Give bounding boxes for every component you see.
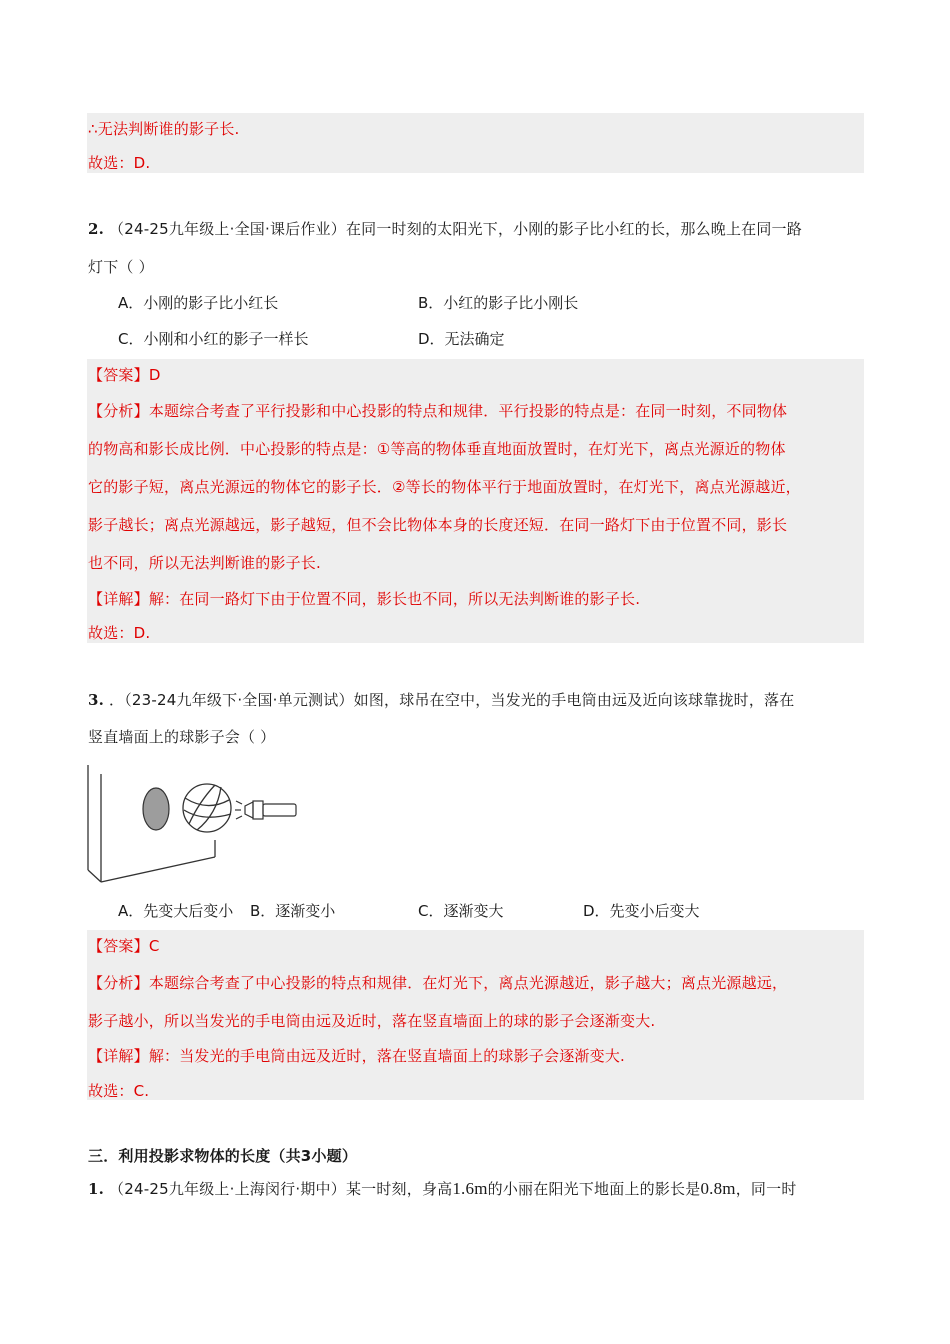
q3-option-c: C．逐渐变大 xyxy=(418,902,504,920)
s3q1-math-height: 1.6m xyxy=(452,1179,488,1198)
q3-analysis-line2: 影子越小，所以当发光的手电筒由远及近时，落在竖直墙面上的球的影子会逐渐变大. xyxy=(88,1012,656,1030)
q2-analysis-tag: 【分析】 xyxy=(88,402,149,420)
q3-stem-line2: 竖直墙面上的球影子会（ ） xyxy=(88,728,276,746)
q2-choice-line: 故选：D. xyxy=(88,624,151,642)
q3-analysis-text1: 本题综合考查了中心投影的特点和规律．在灯光下，离点光源越近，影子越大；离点光源越远， xyxy=(148,974,788,992)
top-conclusion-line: ∴无法判断谁的影子长. xyxy=(88,120,240,138)
q3-option-d: D．先变小后变大 xyxy=(583,902,700,920)
q3-detail-text: 解：当发光的手电筒由远及近时，落在竖直墙面上的球影子会逐渐变大. xyxy=(148,1047,625,1065)
s3q1-number: 1. xyxy=(88,1180,105,1198)
q2-number: 2. xyxy=(88,220,105,238)
ball-shadow xyxy=(143,788,169,830)
q3-stem-line1 xyxy=(88,689,794,710)
q2-answer-value: D xyxy=(148,366,161,384)
s3q1-text-part3: ，同一时 xyxy=(735,1180,797,1198)
top-choice-line: 故选：D. xyxy=(88,154,151,172)
q3-answer-line xyxy=(88,935,160,956)
basketball-drawing xyxy=(183,784,231,832)
q3-answer-tag: 【答案】 xyxy=(88,937,149,955)
s3q1-text-part1: （24-25九年级上·上海闵行·期中）某一时刻，身高 xyxy=(109,1180,453,1198)
q2-answer-tag: 【答案】 xyxy=(88,366,149,384)
q3-stem-text1: ．（23-24九年级下·全国·单元测试）如图，球吊在空中，当发光的手电筒由远及近向该球靠拢时，落在 xyxy=(109,691,795,709)
q2-option-d: D．无法确定 xyxy=(418,330,505,348)
s3q1-stem-line1 xyxy=(88,1178,797,1199)
q2-analysis-text1: 本题综合考查了平行投影和中心投影的特点和规律．平行投影的特点是：在同一时刻，不同物体 xyxy=(148,402,788,420)
q2-detail-tag: 【详解】 xyxy=(88,590,149,608)
q3-answer-value: C xyxy=(148,937,160,955)
q2-detail-text: 解：在同一路灯下由于位置不同，影长也不同，所以无法判断谁的影子长. xyxy=(148,590,641,608)
q2-stem-line1 xyxy=(88,218,802,239)
q2-option-b: B．小红的影子比小刚长 xyxy=(418,294,579,312)
q2-stem-line2: 灯下（ ） xyxy=(88,258,154,276)
q2-option-c: C．小刚和小红的影子一样长 xyxy=(118,330,309,348)
q3-analysis-tag: 【分析】 xyxy=(88,974,149,992)
q3-number: 3. xyxy=(88,691,105,709)
q3-detail-tag: 【详解】 xyxy=(88,1047,149,1065)
q2-option-a: A．小刚的影子比小红长 xyxy=(118,294,279,312)
q2-answer-line xyxy=(88,364,161,385)
q3-analysis-line1 xyxy=(88,972,787,993)
q2-analysis-line3: 它的影子短，离点光源远的物体它的影子长．②等长的物体平行于地面放置时，在灯光下，离点光源越近， xyxy=(88,478,801,496)
q3-figure xyxy=(85,762,315,887)
q2-analysis-line2: 的物高和影长成比例．中心投影的特点是：①等高的物体垂直地面放置时，在灯光下，离点光源近的物体 xyxy=(88,440,786,458)
section3-heading: 三．利用投影求物体的长度（共3小题） xyxy=(88,1147,358,1165)
q3-detail-line xyxy=(88,1045,625,1066)
s3q1-text-part2: 的小丽在阳光下地面上的影长是 xyxy=(487,1180,701,1198)
flashlight-drawing xyxy=(235,801,296,819)
q2-analysis-line1 xyxy=(88,400,787,421)
s3q1-math-shadow: 0.8m xyxy=(700,1179,736,1198)
q2-analysis-line4: 影子越长；离点光源越远，影子越短，但不会比物体本身的长度还短．在同一路灯下由于位置不同，影长 xyxy=(88,516,788,534)
q3-choice-line: 故选：C. xyxy=(88,1082,150,1100)
q2-analysis-line5: 也不同，所以无法判断谁的影子长. xyxy=(88,554,321,572)
q3-option-b: B．逐渐变小 xyxy=(250,902,336,920)
q2-stem-text1: （24-25九年级上·全国·课后作业）在同一时刻的太阳光下，小刚的影子比小红的长，那么晚上在同一路 xyxy=(109,220,802,238)
q2-detail-line xyxy=(88,588,640,609)
q3-option-a: A．先变大后变小 xyxy=(118,902,234,920)
